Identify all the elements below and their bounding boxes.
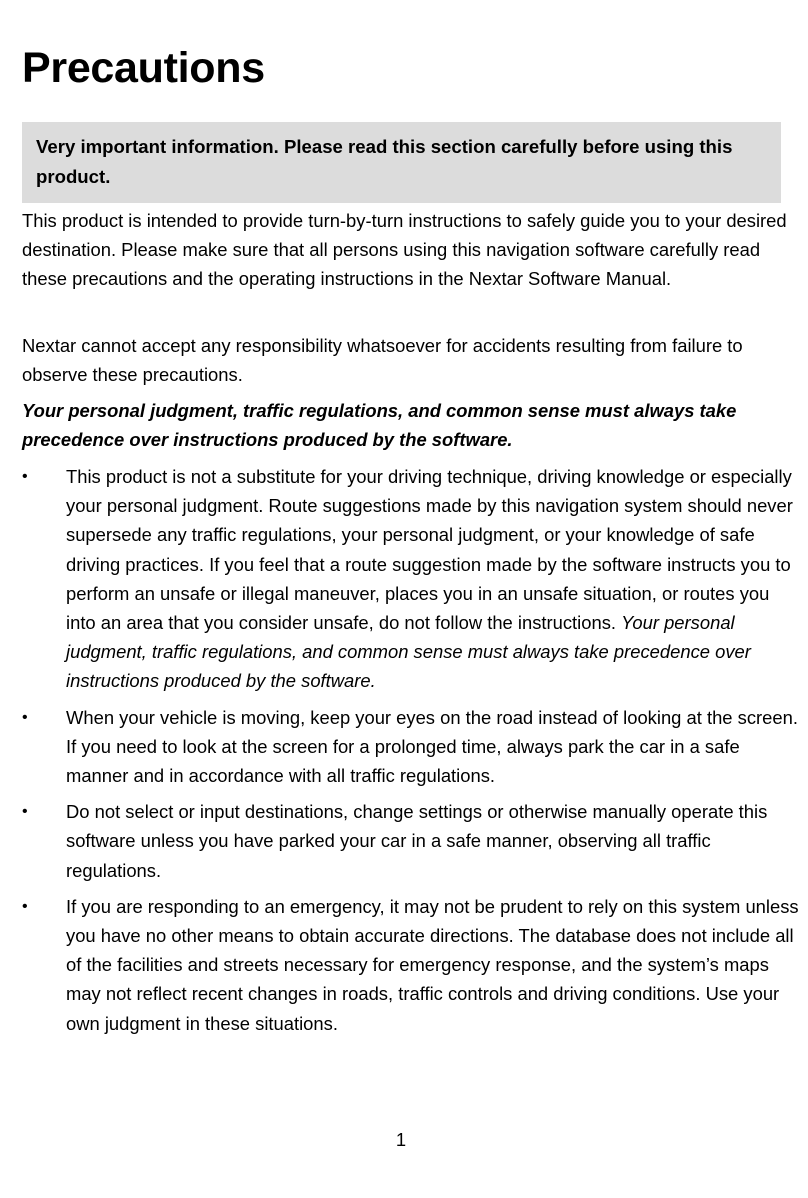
list-item-emphasis: Your personal judgment, traffic regulations, and common sense must always take precedence over instructions produced by the software. (66, 612, 751, 692)
important-notice-box: Very important information. Please read this section carefully before using this product. (22, 122, 781, 203)
page-number: 1 (395, 1129, 407, 1150)
list-item-text: Do not select or input destinations, change settings or otherwise manually operate this software unless you have parked your car in a safe manner, observing all traffic regulations. (66, 801, 768, 881)
bullet-icon: • (22, 468, 28, 485)
list-item (0, 703, 808, 791)
emphasis-statement: Your personal judgment, traffic regulations, and common sense must always take precedence over instructions produced by the software. (22, 400, 737, 451)
bullet-icon: • (22, 803, 28, 821)
precautions-list (0, 462, 808, 1045)
bullet-icon: • (22, 708, 28, 726)
list-item (0, 462, 808, 696)
bullet-icon: • (22, 897, 28, 915)
liability-paragraph: Nextar cannot accept any responsibility whatsoever for accidents resulting from failure to observe these precautions. (22, 335, 743, 386)
list-item (0, 797, 808, 885)
list-item (0, 892, 808, 1038)
intro-paragraph: This product is intended to provide turn-by-turn instructions to safely guide you to your desired destination. Please make sure that all persons using this navigation software carefully read these precautions and the operating instructions in the Nextar Software Manual. (22, 210, 787, 290)
list-item-text: When your vehicle is moving, keep your eyes on the road instead of looking at the screen. If you need to look at the screen for a prolonged time, always park the car in a safe manner and in accordance with all traffic regulations. (66, 706, 798, 787)
list-item-text: If you are responding to an emergency, it may not be prudent to rely on this system unless you have no other means to obtain accurate directions. The database does not include all of the facilities and streets necessary for emergency response, and the system’s maps may not reflect recent changes in roads, traffic controls and driving conditions. Use your own judgment in these situations. (66, 895, 799, 1034)
page-title: Precautions (22, 44, 265, 92)
list-item-text: This product is not a substitute for your driving technique, driving knowledge or especially your personal judgment. Route suggestions made by this navigation system should never supersede any traffic regulations, your personal judgment, or your knowledge of safe driving practices. If you feel that a route suggestion made by the software instructs you to perform an unsafe or illegal maneuver, places you in an unsafe situation, or routes you into an area that you consider unsafe, do not follow the instructions. (66, 466, 793, 634)
